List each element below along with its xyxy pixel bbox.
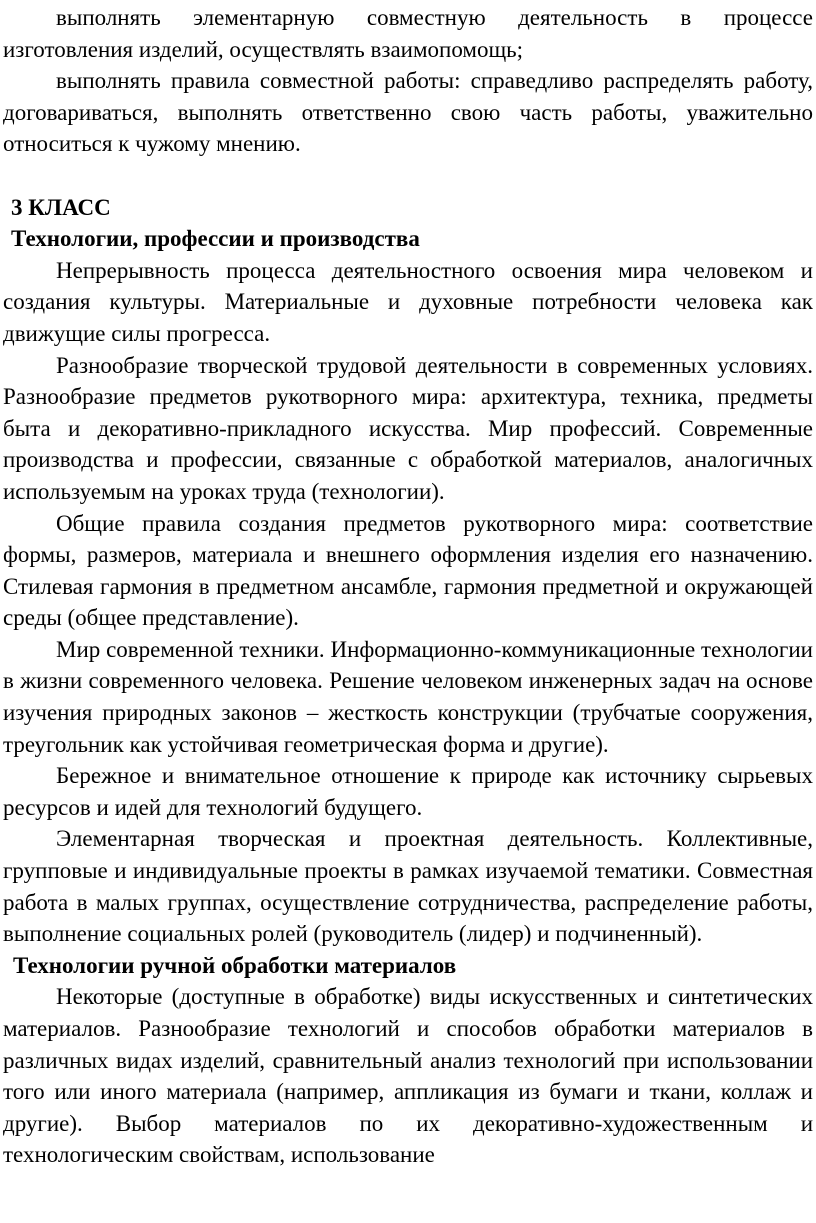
- section-heading: Технологии ручной обработки материалов: [13, 952, 457, 978]
- body-paragraph: Общие правила создания предметов рукотворного мира: соответствие формы, размеров, материала и внешнего оформления изделия его назначению. Стилевая гармония в предметном ансамбле, гармония предметной и окружающей среды (общее представление).: [3, 510, 813, 631]
- body-paragraph: Элементарная творческая и проектная деятельность. Коллективные, групповые и индивидуальные проекты в рамках изучаемой тематики. Совместная работа в малых группах, осуществление сотрудничества, распределение работы, выполнение социальных ролей (руководитель (лидер) и подчиненный).: [3, 826, 813, 947]
- body-paragraph: Разнообразие творческой трудовой деятельности в современных условиях. Разнообразие предметов рукотворного мира: архитектура, техника, предметы быта и декоративно-прикладного искусства. Мир профессий. Современные производства и профессии, связанные с обработкой материалов, аналогичных используемым на уроках труда (технологии).: [3, 352, 813, 504]
- section-heading: Технологии, профессии и производства: [11, 226, 420, 252]
- body-paragraph: Непрерывность процесса деятельностного освоения мира человеком и создания культуры. Материальные и духовные потребности человека как движущие силы прогресса.: [3, 257, 813, 346]
- body-paragraph: Мир современной техники. Информационно-коммуникационные технологии в жизни современного человека. Решение человеком инженерных задач на основе изучения природных законов – жесткость конструкции (трубчатые сооружения, треугольник как устойчивая геометрическая форма и другие).: [3, 636, 813, 757]
- intro-paragraph: выполнять правила совместной работы: справедливо распределять работу, договариваться, выполнять ответственно свою часть работы, уважительно относиться к чужому мнению.: [3, 68, 813, 157]
- body-paragraph: Некоторые (доступные в обработке) виды искусственных и синтетических материалов. Разнообразие технологий и способов обработки материалов в различных видах изделий, сравнительный анализ технологий при использовании того или иного материала (например, аппликация из бумаги и ткани, коллаж и другие). Выбор материалов по их декоративно-художественным и технологическим свойствам, использование: [3, 984, 813, 1168]
- class-heading: 3 КЛАСС: [11, 194, 111, 220]
- body-paragraph: Бережное и внимательное отношение к природе как источнику сырьевых ресурсов и идей для технологий будущего.: [3, 763, 813, 820]
- intro-paragraph: выполнять элементарную совместную деятельность в процессе изготовления изделий, осуществлять взаимопомощь;: [3, 5, 813, 62]
- blank-line: [3, 160, 813, 192]
